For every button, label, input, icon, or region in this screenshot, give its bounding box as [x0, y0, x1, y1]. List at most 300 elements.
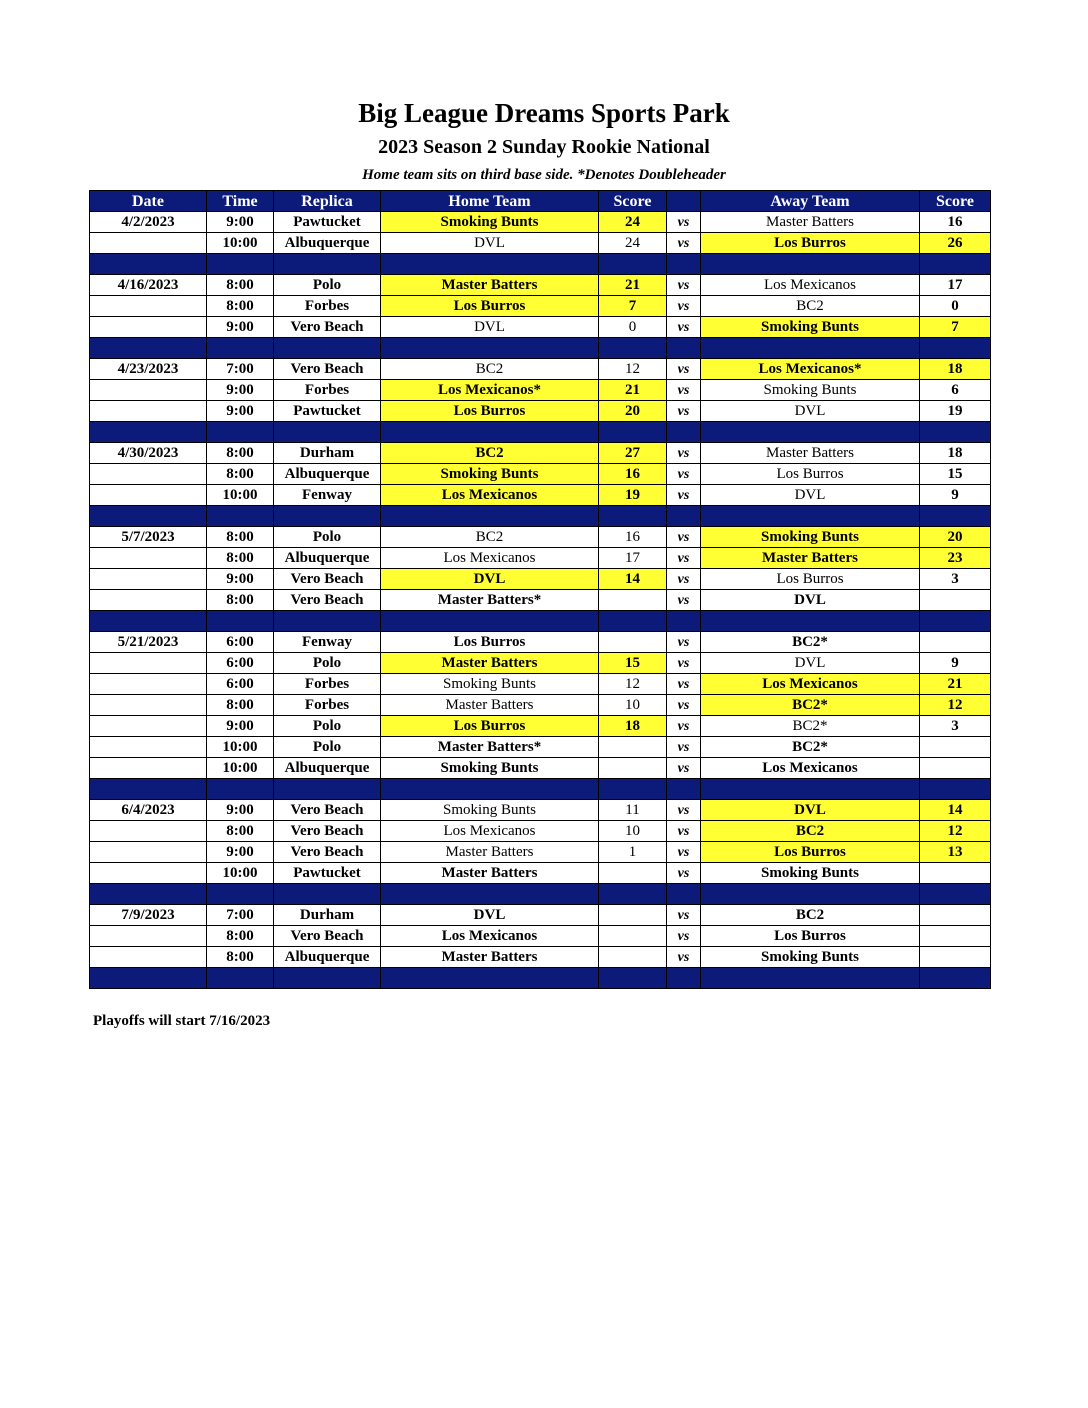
- away-score: 15: [920, 464, 991, 485]
- game-row: [90, 905, 991, 926]
- away-score: [920, 863, 991, 884]
- vs-label: vs: [667, 548, 701, 569]
- schedule-note: Home team sits on third base side. *Denotes Doubleheader: [362, 167, 726, 183]
- game-row: [90, 359, 991, 380]
- game-row: [90, 863, 991, 884]
- home-score: 0: [599, 317, 667, 338]
- page-title: Big League Dreams Sports Park: [358, 98, 730, 128]
- game-time: 9:00: [207, 380, 274, 401]
- game-date: 4/23/2023: [90, 359, 207, 380]
- schedule-body: [90, 212, 991, 989]
- home-score: 10: [599, 695, 667, 716]
- separator-cell: [381, 338, 599, 359]
- game-replica: Pawtucket: [274, 212, 381, 233]
- vs-label: vs: [667, 758, 701, 779]
- separator-cell: [920, 884, 991, 905]
- separator-cell: [599, 338, 667, 359]
- away-team: Los Burros: [701, 569, 920, 590]
- vs-label: vs: [667, 317, 701, 338]
- vs-label: vs: [667, 233, 701, 254]
- game-replica: Pawtucket: [274, 401, 381, 422]
- game-replica: Polo: [274, 275, 381, 296]
- separator-cell: [207, 779, 274, 800]
- away-team: BC2*: [701, 716, 920, 737]
- week-separator-row: [90, 506, 991, 527]
- home-team: BC2: [381, 359, 599, 380]
- home-team: Los Mexicanos*: [381, 380, 599, 401]
- separator-cell: [599, 884, 667, 905]
- game-date: [90, 380, 207, 401]
- away-team: Smoking Bunts: [701, 380, 920, 401]
- game-row: [90, 695, 991, 716]
- away-team: Master Batters: [701, 443, 920, 464]
- away-team: Los Burros: [701, 842, 920, 863]
- game-date: [90, 716, 207, 737]
- game-row: [90, 800, 991, 821]
- separator-cell: [599, 611, 667, 632]
- game-date: 6/4/2023: [90, 800, 207, 821]
- home-team: Los Burros: [381, 296, 599, 317]
- separator-cell: [599, 779, 667, 800]
- separator-cell: [207, 254, 274, 275]
- separator-cell: [381, 506, 599, 527]
- separator-cell: [381, 779, 599, 800]
- game-date: [90, 863, 207, 884]
- game-row: [90, 548, 991, 569]
- vs-label: vs: [667, 359, 701, 380]
- game-time: 6:00: [207, 653, 274, 674]
- game-replica: Albuquerque: [274, 233, 381, 254]
- vs-label: vs: [667, 926, 701, 947]
- game-time: 10:00: [207, 863, 274, 884]
- away-score: 12: [920, 821, 991, 842]
- game-replica: Durham: [274, 905, 381, 926]
- home-score: [599, 947, 667, 968]
- game-replica: Vero Beach: [274, 821, 381, 842]
- separator-cell: [920, 338, 991, 359]
- game-time: 8:00: [207, 464, 274, 485]
- home-score: [599, 590, 667, 611]
- game-time: 10:00: [207, 758, 274, 779]
- away-score: [920, 905, 991, 926]
- separator-cell: [90, 611, 207, 632]
- vs-label: vs: [667, 275, 701, 296]
- away-team: Master Batters: [701, 548, 920, 569]
- separator-cell: [90, 338, 207, 359]
- separator-cell: [701, 254, 920, 275]
- game-row: [90, 821, 991, 842]
- game-date: 4/16/2023: [90, 275, 207, 296]
- away-score: 18: [920, 359, 991, 380]
- game-replica: Vero Beach: [274, 317, 381, 338]
- home-score: 12: [599, 674, 667, 695]
- col-replica-header: Replica: [274, 191, 381, 212]
- game-date: [90, 464, 207, 485]
- game-time: 8:00: [207, 947, 274, 968]
- separator-cell: [701, 338, 920, 359]
- game-time: 6:00: [207, 632, 274, 653]
- game-time: 9:00: [207, 842, 274, 863]
- game-time: 10:00: [207, 233, 274, 254]
- away-score: 6: [920, 380, 991, 401]
- game-row: [90, 758, 991, 779]
- week-separator-row: [90, 422, 991, 443]
- home-team: Master Batters: [381, 863, 599, 884]
- home-team: Los Mexicanos: [381, 926, 599, 947]
- separator-cell: [274, 968, 381, 989]
- separator-cell: [599, 506, 667, 527]
- separator-cell: [90, 968, 207, 989]
- away-team: DVL: [701, 590, 920, 611]
- separator-cell: [90, 254, 207, 275]
- game-replica: Vero Beach: [274, 800, 381, 821]
- schedule-table: [89, 190, 991, 989]
- game-row: [90, 212, 991, 233]
- game-date: [90, 485, 207, 506]
- separator-cell: [381, 254, 599, 275]
- separator-cell: [90, 779, 207, 800]
- game-replica: Forbes: [274, 380, 381, 401]
- game-replica: Polo: [274, 527, 381, 548]
- home-score: 10: [599, 821, 667, 842]
- separator-cell: [667, 506, 701, 527]
- vs-label: vs: [667, 800, 701, 821]
- separator-cell: [207, 968, 274, 989]
- home-team: Master Batters: [381, 653, 599, 674]
- game-date: [90, 317, 207, 338]
- home-score: [599, 758, 667, 779]
- separator-cell: [920, 254, 991, 275]
- home-team: Master Batters: [381, 947, 599, 968]
- away-team: BC2: [701, 905, 920, 926]
- away-team: Los Mexicanos*: [701, 359, 920, 380]
- away-team: Smoking Bunts: [701, 863, 920, 884]
- away-score: 12: [920, 695, 991, 716]
- vs-label: vs: [667, 695, 701, 716]
- away-team: BC2*: [701, 695, 920, 716]
- game-replica: Vero Beach: [274, 359, 381, 380]
- week-separator-row: [90, 779, 991, 800]
- home-team: Master Batters*: [381, 590, 599, 611]
- vs-label: vs: [667, 674, 701, 695]
- separator-cell: [599, 254, 667, 275]
- game-row: [90, 233, 991, 254]
- game-row: [90, 947, 991, 968]
- game-replica: Polo: [274, 737, 381, 758]
- game-time: 8:00: [207, 821, 274, 842]
- game-date: [90, 758, 207, 779]
- vs-label: vs: [667, 842, 701, 863]
- home-score: 21: [599, 275, 667, 296]
- separator-cell: [701, 779, 920, 800]
- game-row: [90, 401, 991, 422]
- home-team: DVL: [381, 569, 599, 590]
- home-score: 27: [599, 443, 667, 464]
- game-date: [90, 821, 207, 842]
- col-away-team-header: Away Team: [701, 191, 920, 212]
- game-replica: Forbes: [274, 674, 381, 695]
- col-vs-header: [667, 191, 701, 212]
- separator-cell: [599, 968, 667, 989]
- separator-cell: [274, 422, 381, 443]
- game-row: [90, 926, 991, 947]
- home-team: Master Batters: [381, 842, 599, 863]
- separator-cell: [667, 422, 701, 443]
- game-date: [90, 737, 207, 758]
- col-time-header: Time: [207, 191, 274, 212]
- game-date: [90, 296, 207, 317]
- game-row: [90, 590, 991, 611]
- vs-label: vs: [667, 527, 701, 548]
- away-score: 23: [920, 548, 991, 569]
- away-team: DVL: [701, 401, 920, 422]
- game-replica: Polo: [274, 653, 381, 674]
- game-date: [90, 926, 207, 947]
- away-score: 21: [920, 674, 991, 695]
- vs-label: vs: [667, 296, 701, 317]
- game-replica: Albuquerque: [274, 464, 381, 485]
- away-team: Los Burros: [701, 464, 920, 485]
- game-time: 9:00: [207, 401, 274, 422]
- home-score: 14: [599, 569, 667, 590]
- game-time: 8:00: [207, 275, 274, 296]
- away-score: 17: [920, 275, 991, 296]
- game-time: 8:00: [207, 527, 274, 548]
- week-separator-row: [90, 884, 991, 905]
- home-team: Smoking Bunts: [381, 758, 599, 779]
- game-time: 8:00: [207, 443, 274, 464]
- away-score: 3: [920, 716, 991, 737]
- home-score: 17: [599, 548, 667, 569]
- game-time: 6:00: [207, 674, 274, 695]
- home-team: Los Burros: [381, 716, 599, 737]
- away-score: [920, 947, 991, 968]
- vs-label: vs: [667, 716, 701, 737]
- home-team: Los Burros: [381, 401, 599, 422]
- home-team: DVL: [381, 905, 599, 926]
- separator-cell: [90, 506, 207, 527]
- separator-cell: [207, 884, 274, 905]
- home-score: [599, 632, 667, 653]
- game-time: 10:00: [207, 485, 274, 506]
- game-replica: Vero Beach: [274, 842, 381, 863]
- game-date: 7/9/2023: [90, 905, 207, 926]
- away-team: BC2*: [701, 737, 920, 758]
- separator-cell: [667, 338, 701, 359]
- col-date-header: Date: [90, 191, 207, 212]
- game-replica: Vero Beach: [274, 590, 381, 611]
- separator-cell: [701, 506, 920, 527]
- home-team: BC2: [381, 443, 599, 464]
- away-team: BC2: [701, 296, 920, 317]
- game-replica: Forbes: [274, 695, 381, 716]
- game-row: [90, 632, 991, 653]
- separator-cell: [920, 506, 991, 527]
- away-team: Los Burros: [701, 233, 920, 254]
- separator-cell: [207, 422, 274, 443]
- game-date: [90, 653, 207, 674]
- game-replica: Vero Beach: [274, 569, 381, 590]
- game-row: [90, 737, 991, 758]
- separator-cell: [274, 779, 381, 800]
- away-score: 0: [920, 296, 991, 317]
- home-team: Smoking Bunts: [381, 464, 599, 485]
- home-score: 16: [599, 464, 667, 485]
- separator-cell: [701, 884, 920, 905]
- away-team: Smoking Bunts: [701, 317, 920, 338]
- home-team: Master Batters: [381, 695, 599, 716]
- game-date: [90, 548, 207, 569]
- separator-cell: [667, 779, 701, 800]
- home-score: 20: [599, 401, 667, 422]
- game-time: 8:00: [207, 296, 274, 317]
- separator-cell: [701, 968, 920, 989]
- home-team: Smoking Bunts: [381, 674, 599, 695]
- game-date: [90, 569, 207, 590]
- separator-cell: [207, 506, 274, 527]
- game-row: [90, 674, 991, 695]
- home-team: DVL: [381, 317, 599, 338]
- col-away-score-header: Score: [920, 191, 991, 212]
- separator-cell: [90, 422, 207, 443]
- home-score: 24: [599, 233, 667, 254]
- game-time: 7:00: [207, 905, 274, 926]
- game-replica: Albuquerque: [274, 947, 381, 968]
- week-separator-row: [90, 611, 991, 632]
- away-team: Los Burros: [701, 926, 920, 947]
- game-row: [90, 842, 991, 863]
- separator-cell: [274, 611, 381, 632]
- home-score: 16: [599, 527, 667, 548]
- game-row: [90, 716, 991, 737]
- away-team: DVL: [701, 653, 920, 674]
- away-score: 14: [920, 800, 991, 821]
- home-score: [599, 863, 667, 884]
- game-row: [90, 527, 991, 548]
- game-date: 5/21/2023: [90, 632, 207, 653]
- vs-label: vs: [667, 464, 701, 485]
- separator-cell: [599, 422, 667, 443]
- away-score: 18: [920, 443, 991, 464]
- col-home-team-header: Home Team: [381, 191, 599, 212]
- vs-label: vs: [667, 485, 701, 506]
- away-score: 9: [920, 653, 991, 674]
- vs-label: vs: [667, 863, 701, 884]
- separator-cell: [381, 968, 599, 989]
- separator-cell: [274, 884, 381, 905]
- home-team: Los Burros: [381, 632, 599, 653]
- vs-label: vs: [667, 212, 701, 233]
- game-row: [90, 380, 991, 401]
- game-row: [90, 443, 991, 464]
- game-replica: Durham: [274, 443, 381, 464]
- away-team: Smoking Bunts: [701, 527, 920, 548]
- separator-cell: [701, 611, 920, 632]
- away-team: Los Mexicanos: [701, 674, 920, 695]
- away-score: 7: [920, 317, 991, 338]
- game-replica: Forbes: [274, 296, 381, 317]
- vs-label: vs: [667, 905, 701, 926]
- home-score: [599, 737, 667, 758]
- game-time: 9:00: [207, 212, 274, 233]
- separator-cell: [920, 779, 991, 800]
- separator-cell: [920, 611, 991, 632]
- home-score: 18: [599, 716, 667, 737]
- game-time: 8:00: [207, 926, 274, 947]
- away-score: 26: [920, 233, 991, 254]
- game-date: [90, 401, 207, 422]
- header-row: [90, 191, 991, 212]
- vs-label: vs: [667, 632, 701, 653]
- game-row: [90, 653, 991, 674]
- week-separator-row: [90, 254, 991, 275]
- home-team: DVL: [381, 233, 599, 254]
- separator-cell: [381, 422, 599, 443]
- separator-cell: [90, 884, 207, 905]
- away-team: Master Batters: [701, 212, 920, 233]
- away-score: [920, 590, 991, 611]
- game-replica: Fenway: [274, 632, 381, 653]
- away-score: 20: [920, 527, 991, 548]
- home-team: Master Batters*: [381, 737, 599, 758]
- separator-cell: [667, 254, 701, 275]
- game-row: [90, 464, 991, 485]
- away-team: DVL: [701, 800, 920, 821]
- playoffs-note: Playoffs will start 7/16/2023: [93, 1013, 271, 1029]
- separator-cell: [667, 611, 701, 632]
- away-score: [920, 926, 991, 947]
- game-row: [90, 485, 991, 506]
- home-score: [599, 926, 667, 947]
- game-replica: Vero Beach: [274, 926, 381, 947]
- game-row: [90, 317, 991, 338]
- vs-label: vs: [667, 947, 701, 968]
- vs-label: vs: [667, 443, 701, 464]
- away-score: 13: [920, 842, 991, 863]
- home-team: Master Batters: [381, 275, 599, 296]
- home-score: 12: [599, 359, 667, 380]
- away-score: 16: [920, 212, 991, 233]
- away-team: Los Mexicanos: [701, 275, 920, 296]
- separator-cell: [667, 884, 701, 905]
- home-score: 21: [599, 380, 667, 401]
- home-team: Smoking Bunts: [381, 212, 599, 233]
- game-date: 4/30/2023: [90, 443, 207, 464]
- week-separator-row: [90, 968, 991, 989]
- game-time: 10:00: [207, 737, 274, 758]
- away-score: 3: [920, 569, 991, 590]
- game-time: 9:00: [207, 569, 274, 590]
- separator-cell: [701, 422, 920, 443]
- separator-cell: [381, 884, 599, 905]
- game-replica: Pawtucket: [274, 863, 381, 884]
- separator-cell: [274, 506, 381, 527]
- game-replica: Fenway: [274, 485, 381, 506]
- home-score: 19: [599, 485, 667, 506]
- separator-cell: [920, 968, 991, 989]
- vs-label: vs: [667, 569, 701, 590]
- game-date: [90, 947, 207, 968]
- game-replica: Albuquerque: [274, 758, 381, 779]
- away-team: BC2*: [701, 632, 920, 653]
- game-row: [90, 296, 991, 317]
- home-team: Smoking Bunts: [381, 800, 599, 821]
- game-time: 7:00: [207, 359, 274, 380]
- game-date: [90, 233, 207, 254]
- vs-label: vs: [667, 590, 701, 611]
- vs-label: vs: [667, 653, 701, 674]
- home-score: 1: [599, 842, 667, 863]
